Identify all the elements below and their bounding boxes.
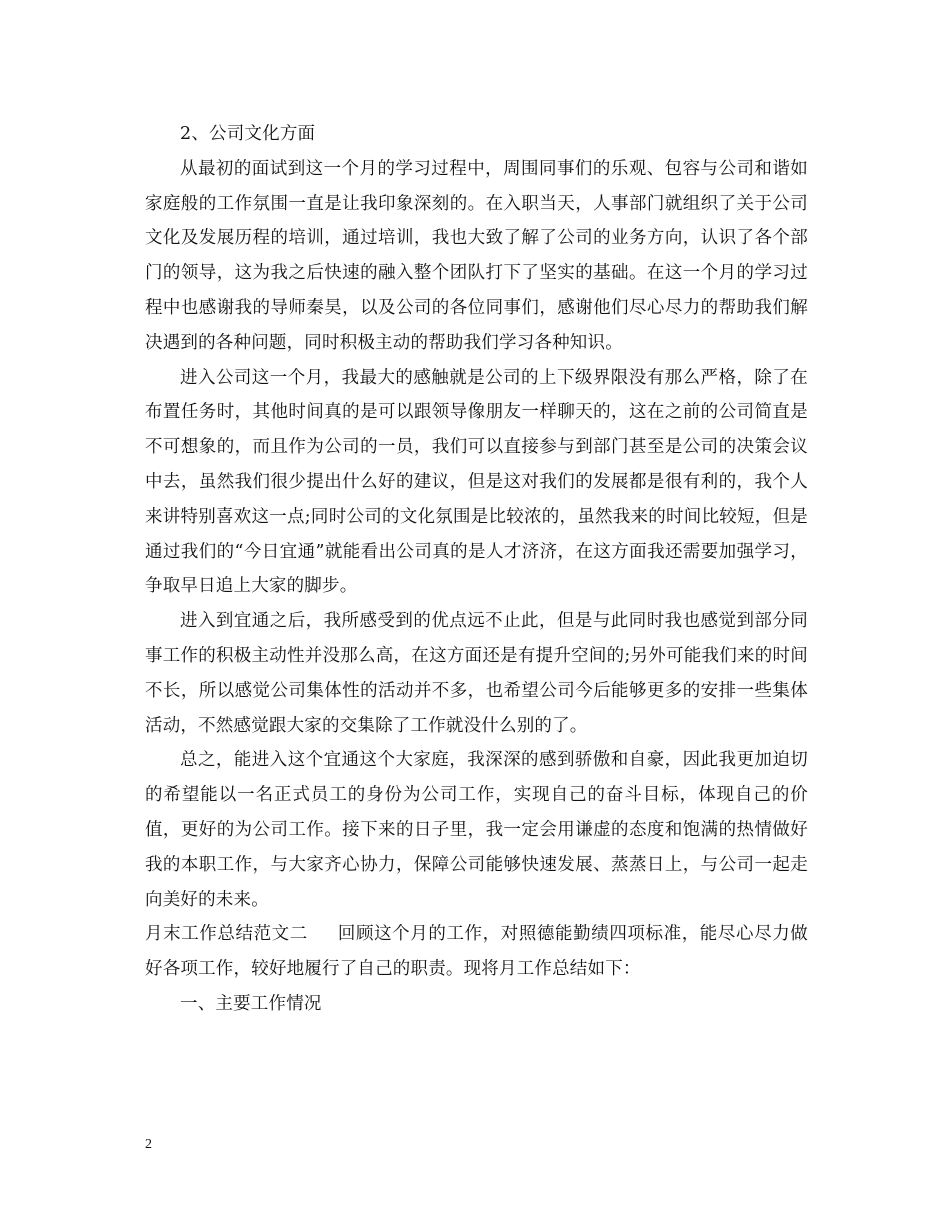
paragraph-1: 从最初的面试到这一个月的学习过程中，周围同事们的乐观、包容与公司和谐如家庭般的工作氛围一直是让我印象深刻的。在入职当天，人事部门就组织了关于公司文化及发展历程的培训，通过培训，我也大致了解了公司的业务方向，认识了各个部门的领导，这为我之后快速的融入整个团队打下了坚实的基础。在这一个月的学习过程中也感谢我的导师秦昊，以及公司的各位同事们，感谢他们尽心尽力的帮助我们解决遇到的各种问题，同时积极主动的帮助我们学习各种知识。: [145, 158, 808, 353]
paragraph-2: 进入公司这一个月，我最大的感触就是公司的上下级界限没有那么严格，除了在布置任务时，其他时间真的是可以跟领导像朋友一样聊天的，这在之前的公司简直是不可想象的，而且作为公司的一员，我们可以直接参与到部门甚至是公司的决策会议中去，虽然我们很少提出什么好的建议，但是这对我们的发展都是很有利的，我个人来讲特别喜欢这一点;同时公司的文化氛围是比较浓的，虽然我来的时间比较短，但是通过我们的“今日宜通”就能看出公司真的是人才济济，在这方面我还需要加强学习，争取早日追上大家的脚步。: [145, 367, 808, 597]
sample-title: 月末工作总结范文二: [145, 924, 308, 945]
paragraph-4: 总之，能进入这个宜通这个大家庭，我深深的感到骄傲和自豪，因此我更加迫切的希望能以一名正式员工的身份为公司工作，实现自己的奋斗目标，体现自己的价值，更好的为公司工作。接下来的日子里，我一定会用谦虚的态度和饱满的热情做好我的本职工作，与大家齐心协力，保障公司能够快速发展、蒸蒸日上，与公司一起走向美好的未来。: [145, 750, 808, 910]
sample-paragraph: [145, 917, 808, 987]
subheading: 一、主要工作情况: [180, 993, 322, 1014]
sample-intro: 回顾这个月的工作，对照德能勤绩四项标准，能尽心尽力做好各项工作，较好地履行了自己的职责。现将月工作总结如下：: [145, 924, 808, 980]
section-heading: 2、公司文化方面: [180, 124, 316, 144]
paragraph-3: 进入到宜通之后，我所感受到的优点远不止此，但是与此同时我也感觉到部分同事工作的积极主动性并没那么高，在这方面还是有提升空间的;另外可能我们来的时间不长，所以感觉公司集体性的活动并不多，也希望公司今后能够更多的安排一些集体活动，不然感觉跟大家的交集除了工作就没什么别的了。: [145, 611, 808, 736]
document-body: [145, 117, 808, 1022]
page-number: 2: [145, 1137, 152, 1152]
